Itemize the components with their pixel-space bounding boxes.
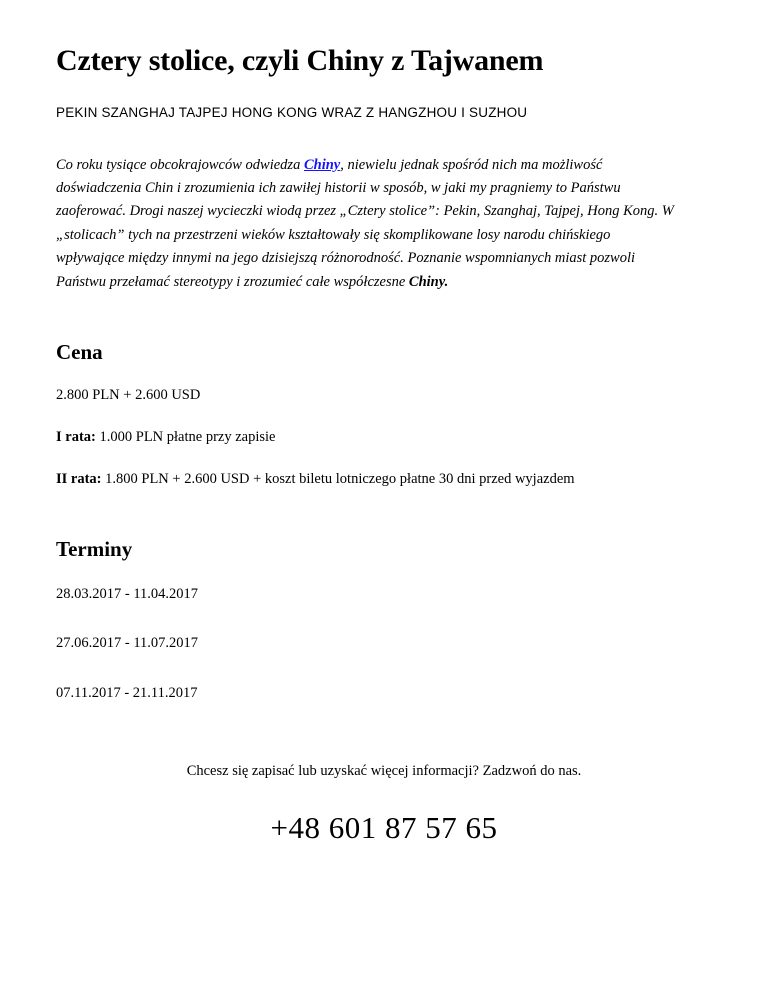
contact-cta: Chcesz się zapisać lub uzyskać więcej informacji? Zadzwoń do nas.: [186, 762, 582, 779]
contact-phone: +48 601 87 57 65: [270, 809, 498, 845]
price-installment-1: [56, 427, 712, 449]
intro-text-bold-tail: Chiny.: [408, 273, 449, 290]
price-heading: Cena: [56, 340, 103, 365]
installment-1-label: I rata:: [56, 429, 96, 446]
list-item: 28.03.2017 - 11.04.2017: [56, 585, 199, 602]
page-title: Cztery stolice, czyli Chiny z Tajwanem: [56, 44, 544, 77]
price-installment-2: [56, 469, 712, 491]
installment-2-text: 1.800 PLN + 2.600 USD + koszt biletu lotniczego płatne 30 dni przed wyjazdem: [101, 470, 575, 487]
intro-paragraph: [56, 154, 676, 295]
list-item: 07.11.2017 - 21.11.2017: [56, 685, 198, 702]
intro-text-part1: Co roku tysiące obcokrajowców odwiedza: [56, 156, 304, 173]
dates-list: [56, 584, 712, 705]
installment-2-label: II rata:: [56, 470, 102, 487]
price-total: 2.800 PLN + 2.600 USD: [56, 387, 201, 404]
intro-text-part2: , niewielu jednak spośród nich ma możliwość doświadczenia Chin i zrozumienia ich zawiłej historii w sposób, w jaki my pragniemy to Państwu zaoferować. Drogi naszej wycieczki wiodą przez „Cztery stolice”: Pekin, Szanghaj, Tajpej, Hong Kong. W „stolicach” tych na przestrzeni wieków kształtowały się skomplikowane losy narodu chińskiego wpływające między innymi na jego dzisiejszą różnorodność. Poznanie wspomnianych miast pozwoli Państwu przełamać stereotypy i zrozumieć całe współczesne: [56, 156, 674, 290]
document-subtitle: PEKIN SZANGHAJ TAJPEJ HONG KONG WRAZ Z HANGZHOU I SUZHOU: [56, 104, 528, 120]
list-item: 27.06.2017 - 11.07.2017: [56, 635, 199, 652]
dates-heading: Terminy: [56, 536, 133, 561]
chiny-link[interactable]: Chiny: [303, 156, 341, 173]
installment-1-text: 1.000 PLN płatne przy zapisie: [95, 429, 276, 446]
